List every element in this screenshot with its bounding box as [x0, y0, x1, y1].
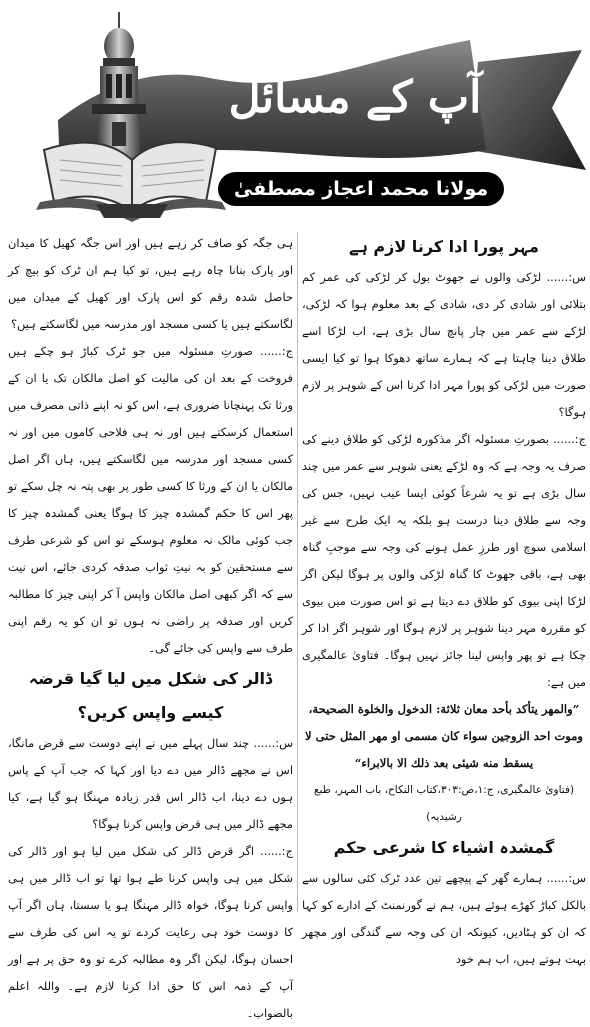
question-lost-items: س:...... ہمارے گھر کے پیچھے تین عدد ٹرک کئی سالوں سے بالکل کباڑ کھڑے ہوئے ہیں، ہم نے گورنمنٹ کے ادارے کو کہا کہ ان کو ہٹادیں، کیونکہ ان کی وجہ سے گندگی اور مچھر بہت ہوتے ہیں، اب ہم خود [302, 871, 586, 966]
column-divider [297, 232, 298, 912]
header-banner [0, 0, 590, 222]
reference-citation: (فتاویٰ عالمگیری، ج:۱،ص:۳۰۳،کتاب النکاح، باب المہر، طبع رشیدیہ) [313, 784, 575, 823]
question-mehr: س:...... لڑکی والوں نے جھوٹ بول کر لڑکی کی عمر کم بتلائی اور شادی کر دی، شادی کے بعد معلوم ہوا کہ لڑکی، لڑکے سے عمر میں چار پانچ سال بڑی ہے، اب لڑکا اسے طلاق دینا چاہتا ہے کہ ہمارے ساتھ دھوکا ہوا تو کیا ایسی صورت میں لڑکی کو پورا مہر ادا کرنا اس کے شوہر پر لازم ہوگا؟ [302, 270, 586, 419]
answer-lost-items: ج:...... صورتِ مسئولہ میں جو ٹرک کباڑ ہو چکے ہیں فروخت کے بعد ان کی مالیت کو اصل مالکان تک یا ان کے ورثا تک پہنچانا ضروری ہے، اس کو نہ اپنے ذاتی مصرف میں استعمال کرسکتے ہیں اور نہ ہی فلاحی کاموں میں اور نہ کسی مسجد اور مدرسہ میں لگاسکتے ہیں، ہاں اگر اصل مالکان یا ان کے ورثا کا کسی طور پر بھی پتہ نہ چل سکے تو پھر اس کا حکم گمشدہ چیز کا ہوگا یعنی گمشدہ چیز کا جب کوئی مالک نہ معلوم ہوسکے تو اس کو شرعی طرف سے مستحقین کو بہ نیتِ ثواب صدقہ کردی جائے، اس نیت سے کہ اگر کبھی اصل مالکان واپس آ کر اپنی چیز کا مطالبہ کریں اور صدقہ پر راضی نہ ہوں تو ان کو یہ رقم اپنی طرف سے واپس کی جائے گی۔ [8, 344, 293, 655]
answer-mehr: ج:...... بصورتِ مسئولہ اگر مذکورہ لڑکی کو طلاق دینے کی صرف یہ وجہ ہے کہ وہ لڑکے یعنی شوہر سے عمر میں چند سال بڑی ہے تو یہ شرعاً کوئی ایسا عیب نہیں، جس کی وجہ سے طلاق دینا درست ہو بلکہ یہ ایک طرح سے غیر اسلامی سوچ اور طرزِ عمل ہونے کی وجہ سے موجبِ گناہ بھی ہے، باقی جھوٹ کا گناہ لڑکی والوں پر ہوگا لیکن اگر لڑکا اپنی بیوی کو طلاق دے دیتا ہے تو اس صورت میں بیوی کو مقررہ مہر دینا شوہر پر لازم ہوگا اور شوہر اگر ادا کر چکا ہے تو پھر واپس لینا جائز نہیں ہوگا۔ فتاویٰ عالمگیری میں ہے: [302, 432, 586, 689]
section-title: آپ کے مسائل [228, 72, 482, 123]
left-column [8, 230, 293, 1027]
question-dollar-loan: س:...... چند سال پہلے میں نے اپنے دوست سے قرض مانگا، اس نے مجھے ڈالر میں دے دیا اور کہا کہ جب آپ کے پاس ہوں دے دینا، اب ڈالر اس قدر زیادہ مہنگا ہو گیا ہے، کیا مجھے ڈالر میں ہی قرض واپس کرنا ہوگا؟ [8, 736, 293, 831]
heading-mehr: مہر پورا ادا کرنا لازم ہے [349, 237, 539, 256]
answer-dollar-loan: ج:...... اگر قرض ڈالر کی شکل میں لیا ہو اور ڈالر کی شکل میں ہی واپس کرنا طے ہوا تھا تو اب ڈالر میں ہی واپس کرنا ہوگا، خواہ ڈالر مہنگا ہو یا سستا، ہاں اگر آپ کا دوست خود ہی رعایت کردے تو یہ اس کی طرف سے احسان ہوگا، لیکن اگر وہ مطالبہ کرے تو وہ حق پر ہے اور آپ کے ذمہ اس کا حق ادا کرنا لازم ہے۔ واللہ اعلم بالصواب۔ [8, 844, 293, 1020]
author-name: مولانا محمد اعجاز مصطفیٰ [233, 178, 489, 200]
minaret-illustration [92, 12, 146, 160]
heading-dollar-loan: ڈالر کی شکل میں لیا گیا قرضہ کیسے واپس کریں؟ [28, 669, 273, 722]
heading-lost-items: گمشدہ اشیاء کا شرعی حکم [333, 838, 555, 857]
question-lost-items-continued: ہی جگہ کو صاف کر رہے ہیں اور اس جگہ کھیل کا میدان اور پارک بنانا چاہ رہے ہیں، تو کیا ہم ان ٹرک کو بیچ کر حاصل شدہ رقم کو اس پارک اور کھیل کے میدان میں لگاسکتے ہیں یا کسی مسجد اور مدرسہ میں لگاسکتے ہیں؟ [8, 236, 293, 331]
arabic-quote: ”والمهر يتأكد بأحد معان ثلاثة: الدخول والخلوة الصحيحة، وموت احد الزوجين سواء كان مسمى او مهر المثل حتى لا يسقط منه شيئى بعد ذلك الا بالابراء“ [304, 702, 584, 770]
right-column [302, 230, 586, 973]
